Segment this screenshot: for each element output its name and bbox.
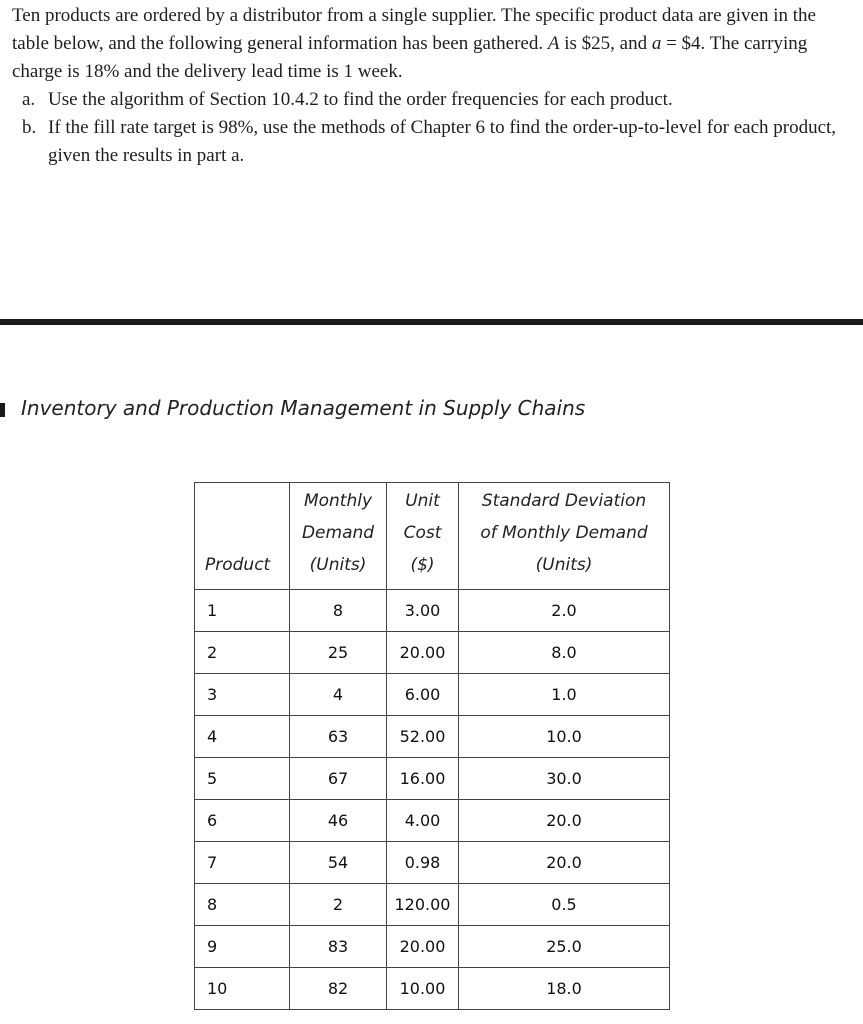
cell-cost: 20.00 [387, 632, 459, 674]
cell-cost: 20.00 [387, 926, 459, 968]
cell-demand: 4 [290, 674, 387, 716]
cell-demand: 46 [290, 800, 387, 842]
cell-product: 1 [195, 590, 290, 632]
cell-product: 8 [195, 884, 290, 926]
table-row [195, 926, 670, 968]
part-text: If the fill rate target is 98%, use the methods of Chapter 6 to find the order-up-to-level for each product, given the results in part a. [48, 117, 837, 166]
running-head [0, 393, 585, 423]
cell-std: 2.0 [459, 590, 670, 632]
cell-cost: 0.98 [387, 842, 459, 884]
table-row [195, 884, 670, 926]
header-monthly-demand [290, 483, 387, 590]
running-head-title: Inventory and Production Management in Supply Chains [21, 396, 586, 420]
header-product: Product [195, 483, 290, 590]
table-row [195, 716, 670, 758]
cell-cost: 4.00 [387, 800, 459, 842]
cell-product: 10 [195, 968, 290, 1010]
cell-cost: 10.00 [387, 968, 459, 1010]
cell-demand: 2 [290, 884, 387, 926]
cell-product: 3 [195, 674, 290, 716]
cell-demand: 63 [290, 716, 387, 758]
header-line: ($) [410, 555, 435, 575]
page-divider [0, 319, 863, 325]
table-row [195, 758, 670, 800]
table-row [195, 800, 670, 842]
cell-demand: 25 [290, 632, 387, 674]
part-label: b. [22, 117, 37, 138]
cell-std: 10.0 [459, 716, 670, 758]
cell-demand: 67 [290, 758, 387, 800]
table-row [195, 968, 670, 1010]
header-unit-cost [387, 483, 459, 590]
cell-std: 20.0 [459, 842, 670, 884]
cell-std: 20.0 [459, 800, 670, 842]
cell-demand: 83 [290, 926, 387, 968]
cell-std: 18.0 [459, 968, 670, 1010]
cell-std: 0.5 [459, 884, 670, 926]
cell-cost: 3.00 [387, 590, 459, 632]
cell-product: 7 [195, 842, 290, 884]
header-line: Cost [403, 523, 442, 543]
part-label: a. [22, 89, 36, 110]
table-header-row [195, 483, 670, 590]
header-line: Standard Deviation [481, 491, 647, 511]
cell-product: 5 [195, 758, 290, 800]
cell-std: 1.0 [459, 674, 670, 716]
table-row [195, 842, 670, 884]
problem-part-a [12, 86, 852, 114]
cell-cost: 120.00 [387, 884, 459, 926]
cell-product: 4 [195, 716, 290, 758]
cell-std: 25.0 [459, 926, 670, 968]
cell-demand: 54 [290, 842, 387, 884]
cell-product: 2 [195, 632, 290, 674]
header-line: (Units) [309, 555, 367, 575]
table-row [195, 590, 670, 632]
cell-std: 8.0 [459, 632, 670, 674]
cell-cost: 6.00 [387, 674, 459, 716]
header-line: Demand [301, 523, 375, 543]
header-std-deviation [459, 483, 670, 590]
product-data-table [194, 482, 670, 1010]
cell-cost: 16.00 [387, 758, 459, 800]
part-text: Use the algorithm of Section 10.4.2 to find the order frequencies for each product. [48, 89, 673, 110]
cell-cost: 52.00 [387, 716, 459, 758]
cell-std: 30.0 [459, 758, 670, 800]
table-row [195, 632, 670, 674]
problem-intro: Ten products are ordered by a distributor from a single supplier. The specific product data are given in the table below, and the following general information has been gathered. A is $25, and a = $4. The carrying charge is 18% and the delivery lead time is 1 week. [12, 5, 816, 82]
problem-statement [12, 2, 852, 170]
problem-part-b [12, 114, 852, 170]
header-line: Unit [405, 491, 440, 511]
cell-demand: 82 [290, 968, 387, 1010]
table-row [195, 674, 670, 716]
cell-demand: 8 [290, 590, 387, 632]
section-marker [0, 403, 5, 417]
cell-product: 9 [195, 926, 290, 968]
cell-product: 6 [195, 800, 290, 842]
header-line: of Monthly Demand [480, 523, 648, 543]
header-line: (Units) [535, 555, 593, 575]
header-line: Monthly [303, 491, 373, 511]
